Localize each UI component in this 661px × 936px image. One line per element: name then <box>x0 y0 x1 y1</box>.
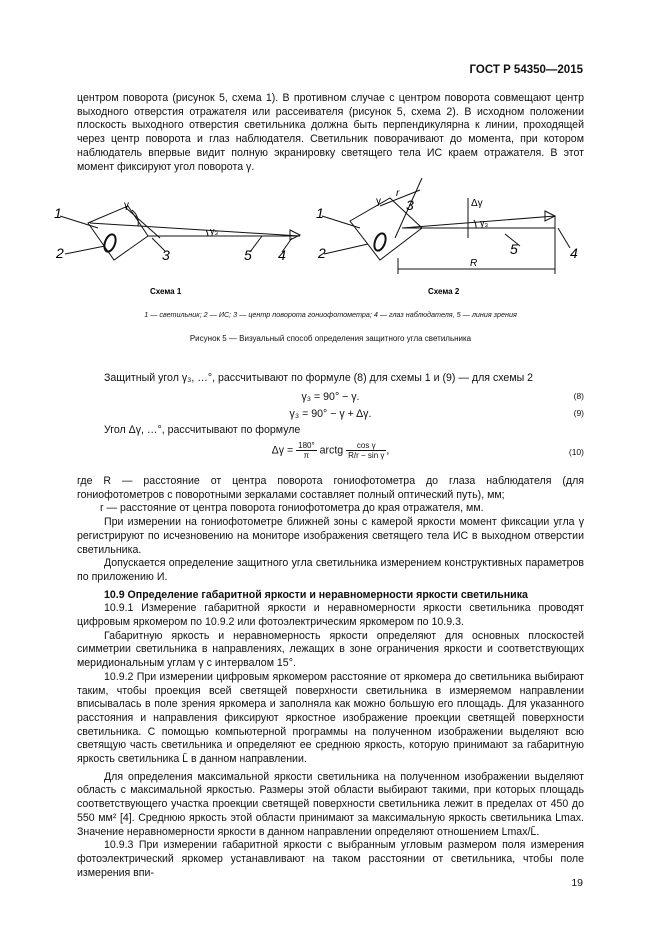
figure-caption: Рисунок 5 — Визуальный способ определения защитного угла светильника <box>189 334 472 343</box>
r-label: r <box>396 188 400 199</box>
page-number: 19 <box>571 877 583 889</box>
sight-line-1 <box>90 223 300 236</box>
sight-line-2 <box>402 216 555 228</box>
lamp-2 <box>372 232 388 252</box>
label-2b: 2 <box>318 245 326 261</box>
formula-10: Δγ = $\frac{180^\circ}{\pi}$ arctg $\frac{\text{cos γ}}{\text{R/r − sin γ}}$ , (10) <box>271 441 584 460</box>
scheme-2-title: Схема 2 <box>428 287 460 296</box>
label-1: 1 <box>54 205 62 221</box>
document-header: ГОСТ Р 54350—2015 <box>469 64 583 76</box>
figure-5-diagram <box>50 176 610 304</box>
label-2: 2 <box>56 245 64 261</box>
scheme-1 <box>60 206 300 260</box>
section-heading: 10.9 Определение габаритной яркости и неравномерности яркости светильника <box>104 588 528 601</box>
gamma-label-2: γ <box>376 196 381 207</box>
gamma-label-1: γ <box>124 200 129 211</box>
R-label: R <box>470 258 478 269</box>
scheme-2 <box>322 178 570 274</box>
label-1b: 1 <box>316 205 324 221</box>
scheme-1-title: Схема 1 <box>150 287 182 296</box>
r-line <box>380 190 420 206</box>
gamma3-label-2: γ₃ <box>480 218 489 228</box>
label-5b: 5 <box>510 241 518 257</box>
lamp-1 <box>102 233 118 253</box>
label-4b: 4 <box>570 245 578 261</box>
paragraph-3: Угол Δγ, …°, рассчитывают по формуле <box>104 424 301 436</box>
paragraph-1: центром поворота (рисунок 5, схема 1). В противном случае с центром поворота совмещают центр выходного отверстия отражателя или рассеивателя (рисунок 5, схема 2). В исходном положении плоскость выходного отверстия светильника должна быть перпендикулярна к линии, проходящей через центр поворота и глаз наблюдателя. Светильник поворачивают до момента, при котором наблюдатель впервые видит полную экранировку светящего тела ИС краем отражателя. В этот момент фиксируют угол поворота γ. <box>77 92 584 173</box>
label-3: 3 <box>162 247 170 263</box>
gamma-arc-1 <box>132 210 138 226</box>
gamma3-label-1: γ₃ <box>210 226 219 236</box>
gamma3-arc-1 <box>206 230 208 236</box>
reflector-edge-1 <box>125 207 160 238</box>
definitions: где R — расстояние от центра поворота гониофотометра до глаза наблюдателя (для гониофотометров с поворотными зеркалами составляет полный оптический путь), мм; r — расстояние от центра поворота гониофотометра до края отражателя, мм. При измерении на гониофотометре ближней зоны с камерой яркости момент фиксации угла γ регистрируют по исчезновению на мониторе изображения светящего тела ИС в выходном отверстии светильника. Допускается определение защитного угла светильника измерением конструктивных параметров по приложению И. 10.9 Определение габаритной яркости и неравномерности яркости светильника 10.9.1 Измерение габаритной яркости и неравномерности яркости светильника проводят цифровым яркомером по 10.9.2 или фотоэлектрическим яркомером по 10.9.3. Габаритную яркость и неравномерность яркости определяют для основных плоскостей симметрии светильника в направлениях, лежащих в зоне ограничения яркости и соответствующих меридиональным углам γ с интервалом 15°. 10.9.2 При измерении цифровым яркомером расстояние от яркомера до светильника выбирают таким, чтобы проекция всей светящей поверхности светильника в измеряемом направлении вписывалась в поле зрения яркомера и заполняла как можно большую его площадь. Для указанного расстояния и направления фиксируют яркостное изображение проекции светящей поверхности светильника. С помощью компьютерной программы на полученном изображении выделяют всю светящую часть светильника и определяют ее среднюю яркость, которую принимают за габаритную яркость светильника L̄ в данном направлении. Для определения максимальной яркости светильника на полученном изображении выделяют область с максимальной яркостью. Размеры этой области выбирают такими, при которых площадь соответствующего участка проекции светящей поверхности светильника лежит в пределах от 450 до 550 мм² [4]. Среднюю яркость этой области принимают за максимальную яркость светильника Lmax. Значение неравномерности яркости в данном направлении определяют отношением Lmax/L̄. 10.9.3 При измерении габаритной яркости с выбранным угловым размером поля измерения фотоэлектрический яркомер устанавливают на таком расстоянии от светильника, чтобы поле измерения впи- <box>77 475 584 879</box>
label-5: 5 <box>244 247 252 263</box>
label-3b: 3 <box>406 197 414 213</box>
luminaire-body-1 <box>88 206 148 260</box>
dgamma-label: Δγ <box>471 198 483 209</box>
label-4: 4 <box>278 247 286 263</box>
figure-legend: 1 — светильник; 2 — ИС; 3 — центр поворота гониофотометра; 4 — глаз наблюдателя, 5 — линия зрения <box>144 310 517 319</box>
paragraph-2: Защитный угол γ₃, …°, рассчитывают по формуле (8) для схемы 1 и (9) — для схемы 2 <box>104 372 534 384</box>
